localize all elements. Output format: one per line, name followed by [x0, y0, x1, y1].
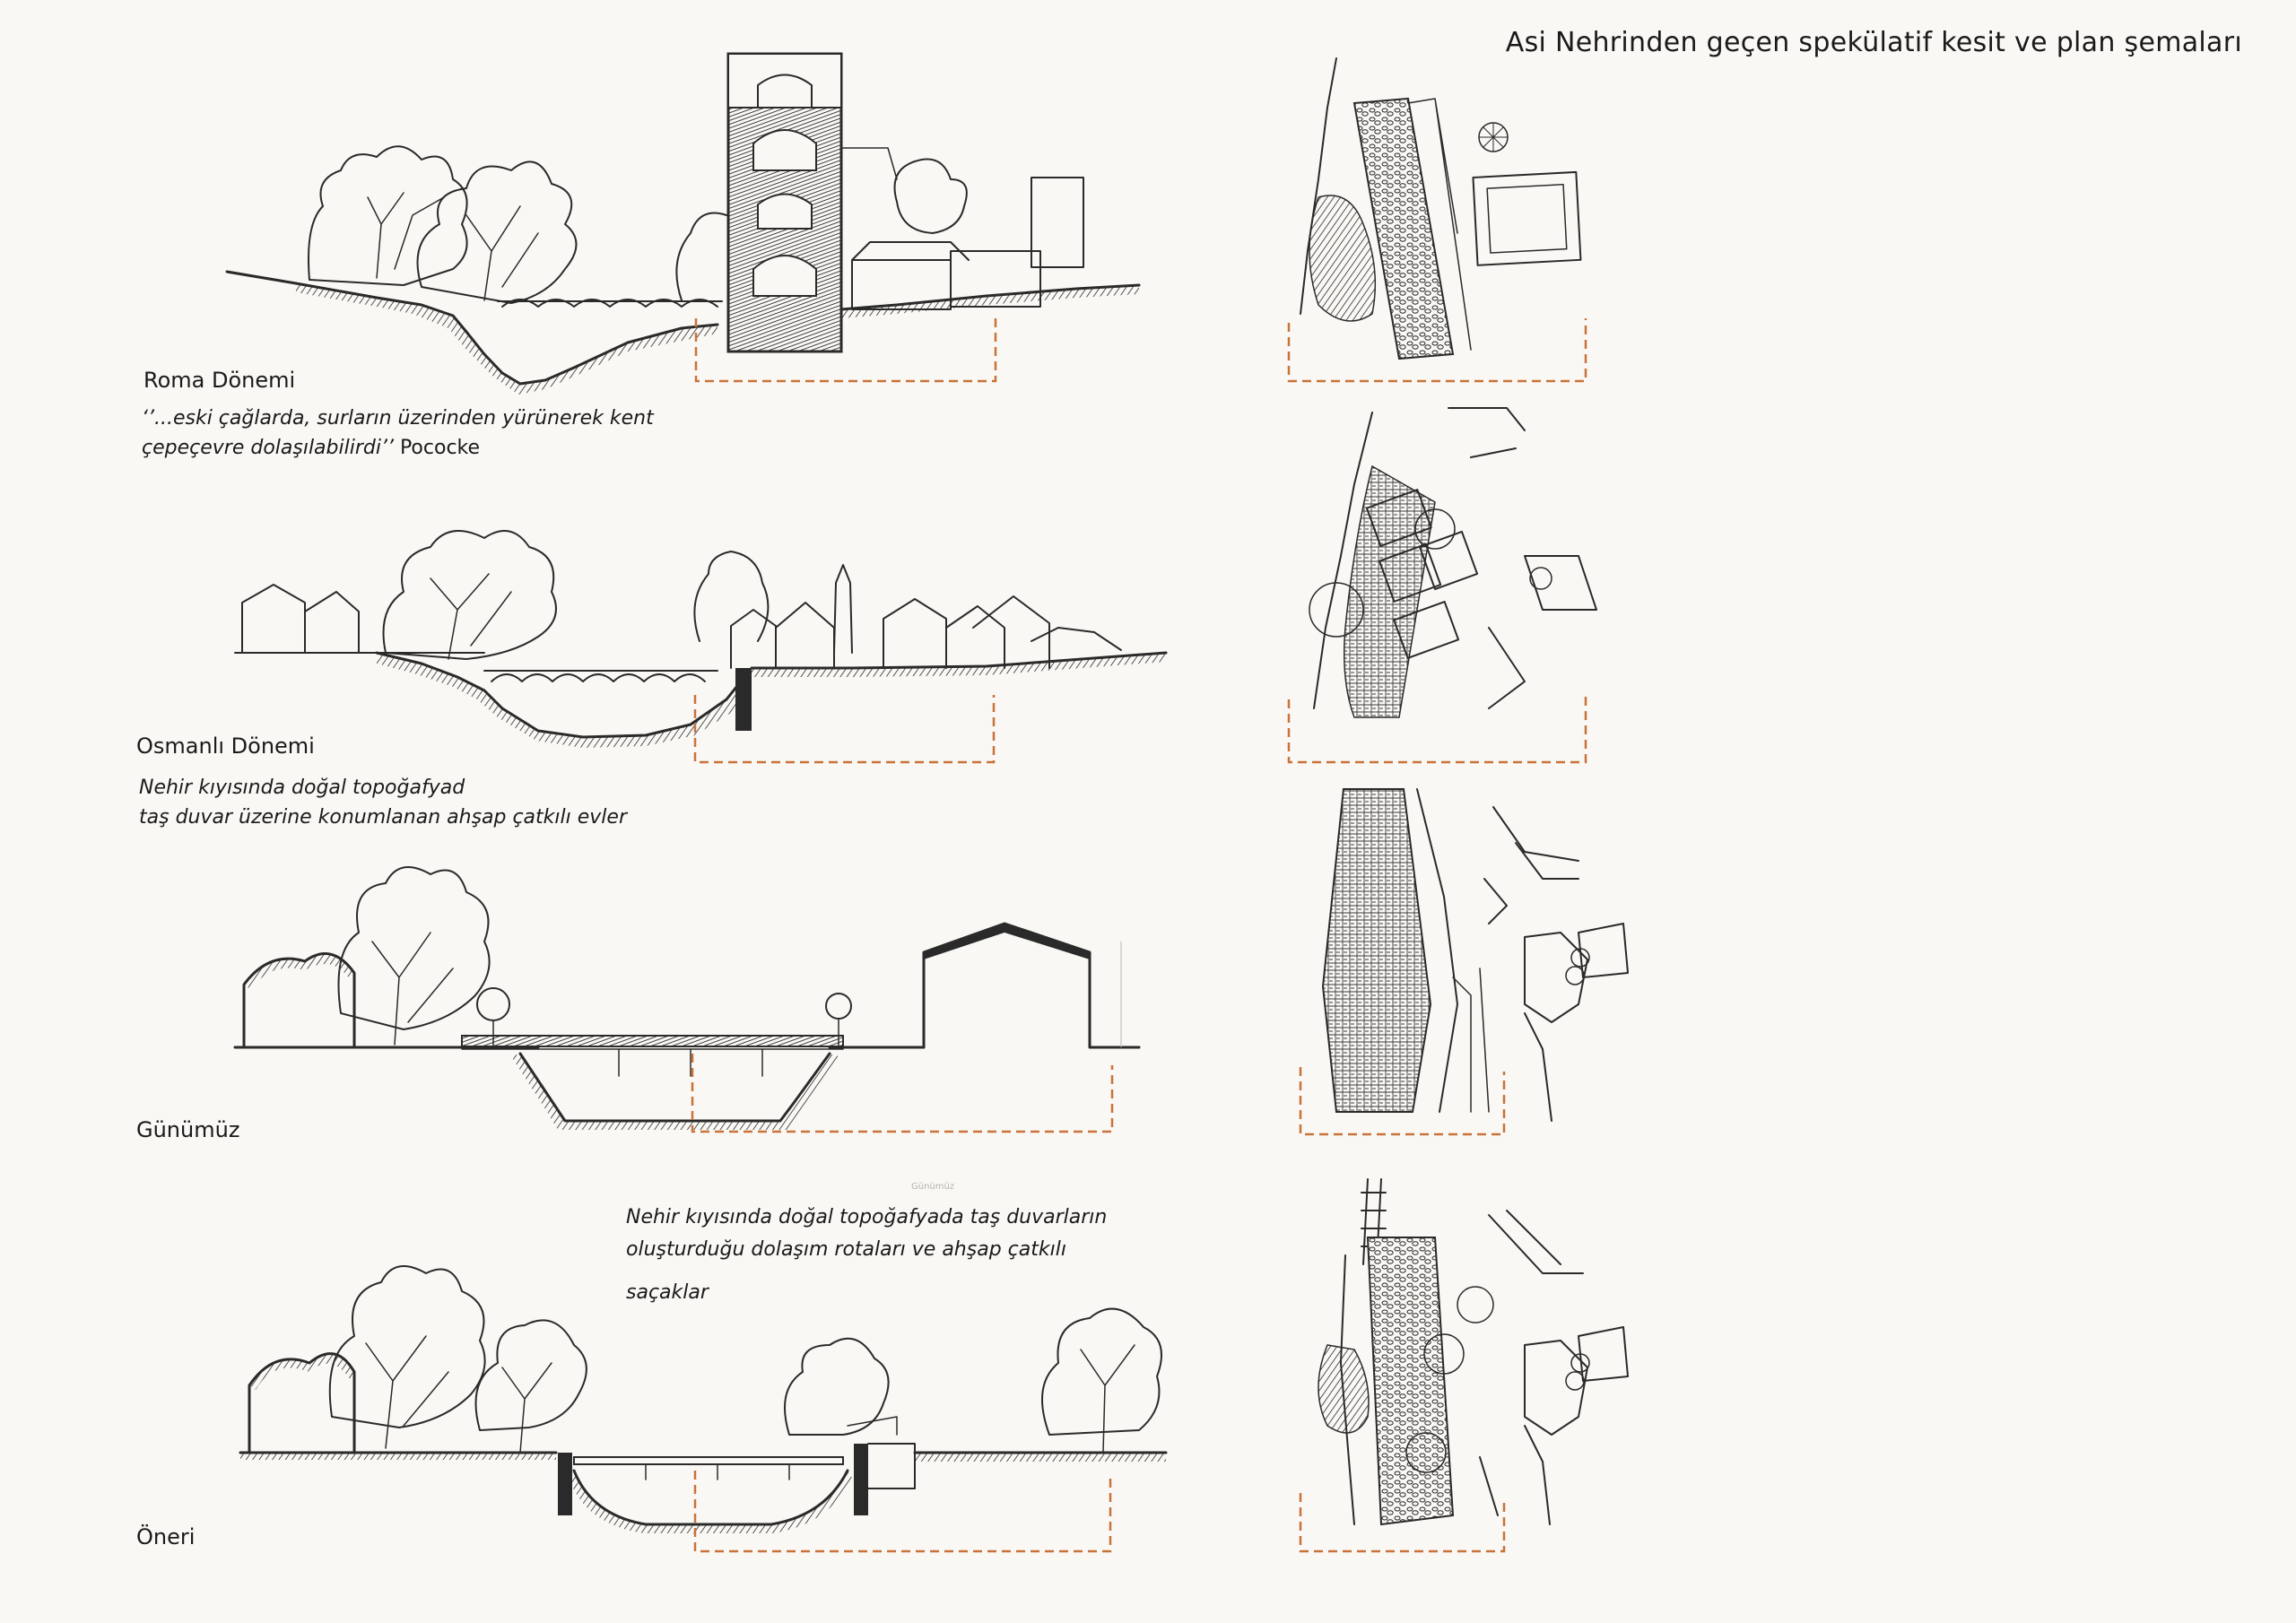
caption-line: ‘’...eski çağlarda, surların üzerinden yürünerek kent: [142, 407, 654, 430]
plan-oneri: [1300, 1179, 1628, 1551]
plan-bracket: [1289, 695, 1586, 762]
period-label-roma: Roma Dönemi: [144, 368, 296, 393]
plan-roma: [1289, 58, 1586, 381]
caption-line: saçaklar: [626, 1281, 709, 1304]
tree-group: [309, 146, 577, 303]
caption-line: oluşturduğu dolaşım rotaları ve ahşap çatkılı: [626, 1238, 1066, 1261]
caption-line: taş duvar üzerine konumlanan ahşap çatkılı evler: [139, 806, 627, 829]
plan-osmanli: [1289, 408, 1596, 762]
ground-line: [377, 653, 744, 737]
period-label-oneri: Öneri: [136, 1524, 196, 1549]
caption-line: Nehir kıyısında doğal topoğafyada taş duvarların: [626, 1206, 1108, 1228]
stone-wall: [558, 1453, 572, 1515]
tree: [1042, 1309, 1161, 1435]
section-oneri: [240, 1266, 1166, 1551]
plan-riverbank: [1323, 789, 1431, 1112]
plan-stone-wall: [1354, 99, 1453, 359]
plan-building: [1493, 807, 1578, 879]
period-label-osmanli: Osmanlı Dönemi: [136, 733, 315, 759]
plan-gunumuz: [1300, 789, 1628, 1134]
sheet-title: Asi Nehrinden geçen spekülatif kesit ve plan şemaları: [1505, 27, 2242, 58]
plan-stone-wall: [1368, 1237, 1453, 1524]
tower-arch: [753, 130, 816, 170]
period-label-gunumuz: Günümüz: [136, 1117, 240, 1142]
section-roma: [227, 54, 1139, 395]
faint-pencil-note: Günümüz: [911, 1182, 955, 1192]
caption-line: Nehir kıyısında doğal topoğafyad: [139, 777, 465, 799]
ground-hatch: [296, 283, 718, 395]
section-gunumuz: [235, 867, 1139, 1132]
house-outline: [242, 585, 359, 653]
plan-building: [1489, 1211, 1583, 1273]
tree: [339, 867, 490, 1029]
section-bracket: [695, 1471, 1110, 1551]
pavilion: [868, 1444, 915, 1488]
bridge-deck: [462, 1036, 843, 1046]
river-channel: [520, 1054, 830, 1121]
houses-right: [694, 551, 1121, 668]
bridge-arches: [491, 674, 705, 681]
section-osmanli: [235, 531, 1166, 762]
caption-author: Pococke: [399, 437, 481, 459]
plan-tree: [1457, 1287, 1493, 1323]
plan-building: [1448, 408, 1525, 457]
bridge-deck: [574, 1457, 843, 1464]
caption-line: çepeçevre dolaşılabilirdi’’ Pococke: [142, 437, 481, 459]
stone-wall: [735, 668, 752, 731]
